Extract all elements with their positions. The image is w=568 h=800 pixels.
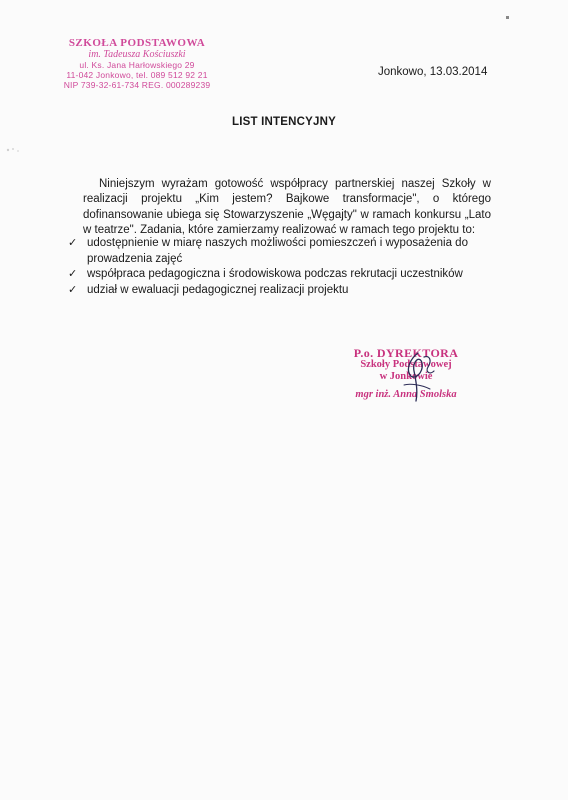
- stamp-institution: Szkoły Podstawowej: [360, 359, 452, 370]
- school-stamp: [52, 38, 222, 90]
- list-item-text: udostępnienie w miarę naszych możliwości pomieszczeń i wyposażenia do prowadzenia zajęć: [87, 237, 468, 265]
- list-item-text: udział w ewaluacji pedagogicznej realizacji projektu: [87, 283, 349, 296]
- stamp-ids: NIP 739-32-61-734 REG. 000289239: [63, 80, 211, 90]
- stamp-school-name: SZKOŁA PODSTAWOWA: [68, 37, 206, 49]
- list-item: [64, 283, 504, 299]
- letter-title: LIST INTENCYJNY: [232, 116, 336, 128]
- task-list: [64, 236, 504, 298]
- checkmark-icon: ✓: [68, 237, 78, 249]
- handwritten-signature: [380, 345, 450, 405]
- checkmark-icon: ✓: [68, 268, 78, 280]
- letter-paragraph: Niniejszym wyrażam gotowość współpracy partnerskiej naszej Szkoły w realizacji projektu „Kim jestem? Bajkowe transformacje", o którego dofinansowanie ubiega się Stowarzyszenie „Węgajty" w ramach konkursu „Lato w teatrze". Zadania, które zamierzamy realizować w ramach tego projektu to:: [83, 177, 491, 236]
- stamp-role: P.o. DYREKTORA: [353, 346, 459, 360]
- stamp-location: w Jonkowie: [379, 371, 433, 382]
- list-item: [64, 236, 504, 267]
- stamp-signatory: mgr inż. Anna Smolska: [355, 389, 457, 400]
- scan-smudge: [0, 140, 30, 160]
- list-item-text: współpraca pedagogiczna i środowiskowa podczas rekrutacji uczestników: [87, 268, 463, 280]
- stamp-postal: 11-042 Jonkowo, tel. 089 512 92 21: [66, 70, 208, 80]
- checkmark-icon: ✓: [68, 283, 78, 296]
- letter-date: Jonkowo, 13.03.2014: [378, 66, 488, 78]
- scan-speck: [506, 16, 509, 19]
- stamp-patron: im. Tadeusza Kościuszki: [88, 49, 186, 60]
- list-item: [64, 267, 504, 283]
- stamp-address: ul. Ks. Jana Harłowskiego 29: [79, 60, 195, 70]
